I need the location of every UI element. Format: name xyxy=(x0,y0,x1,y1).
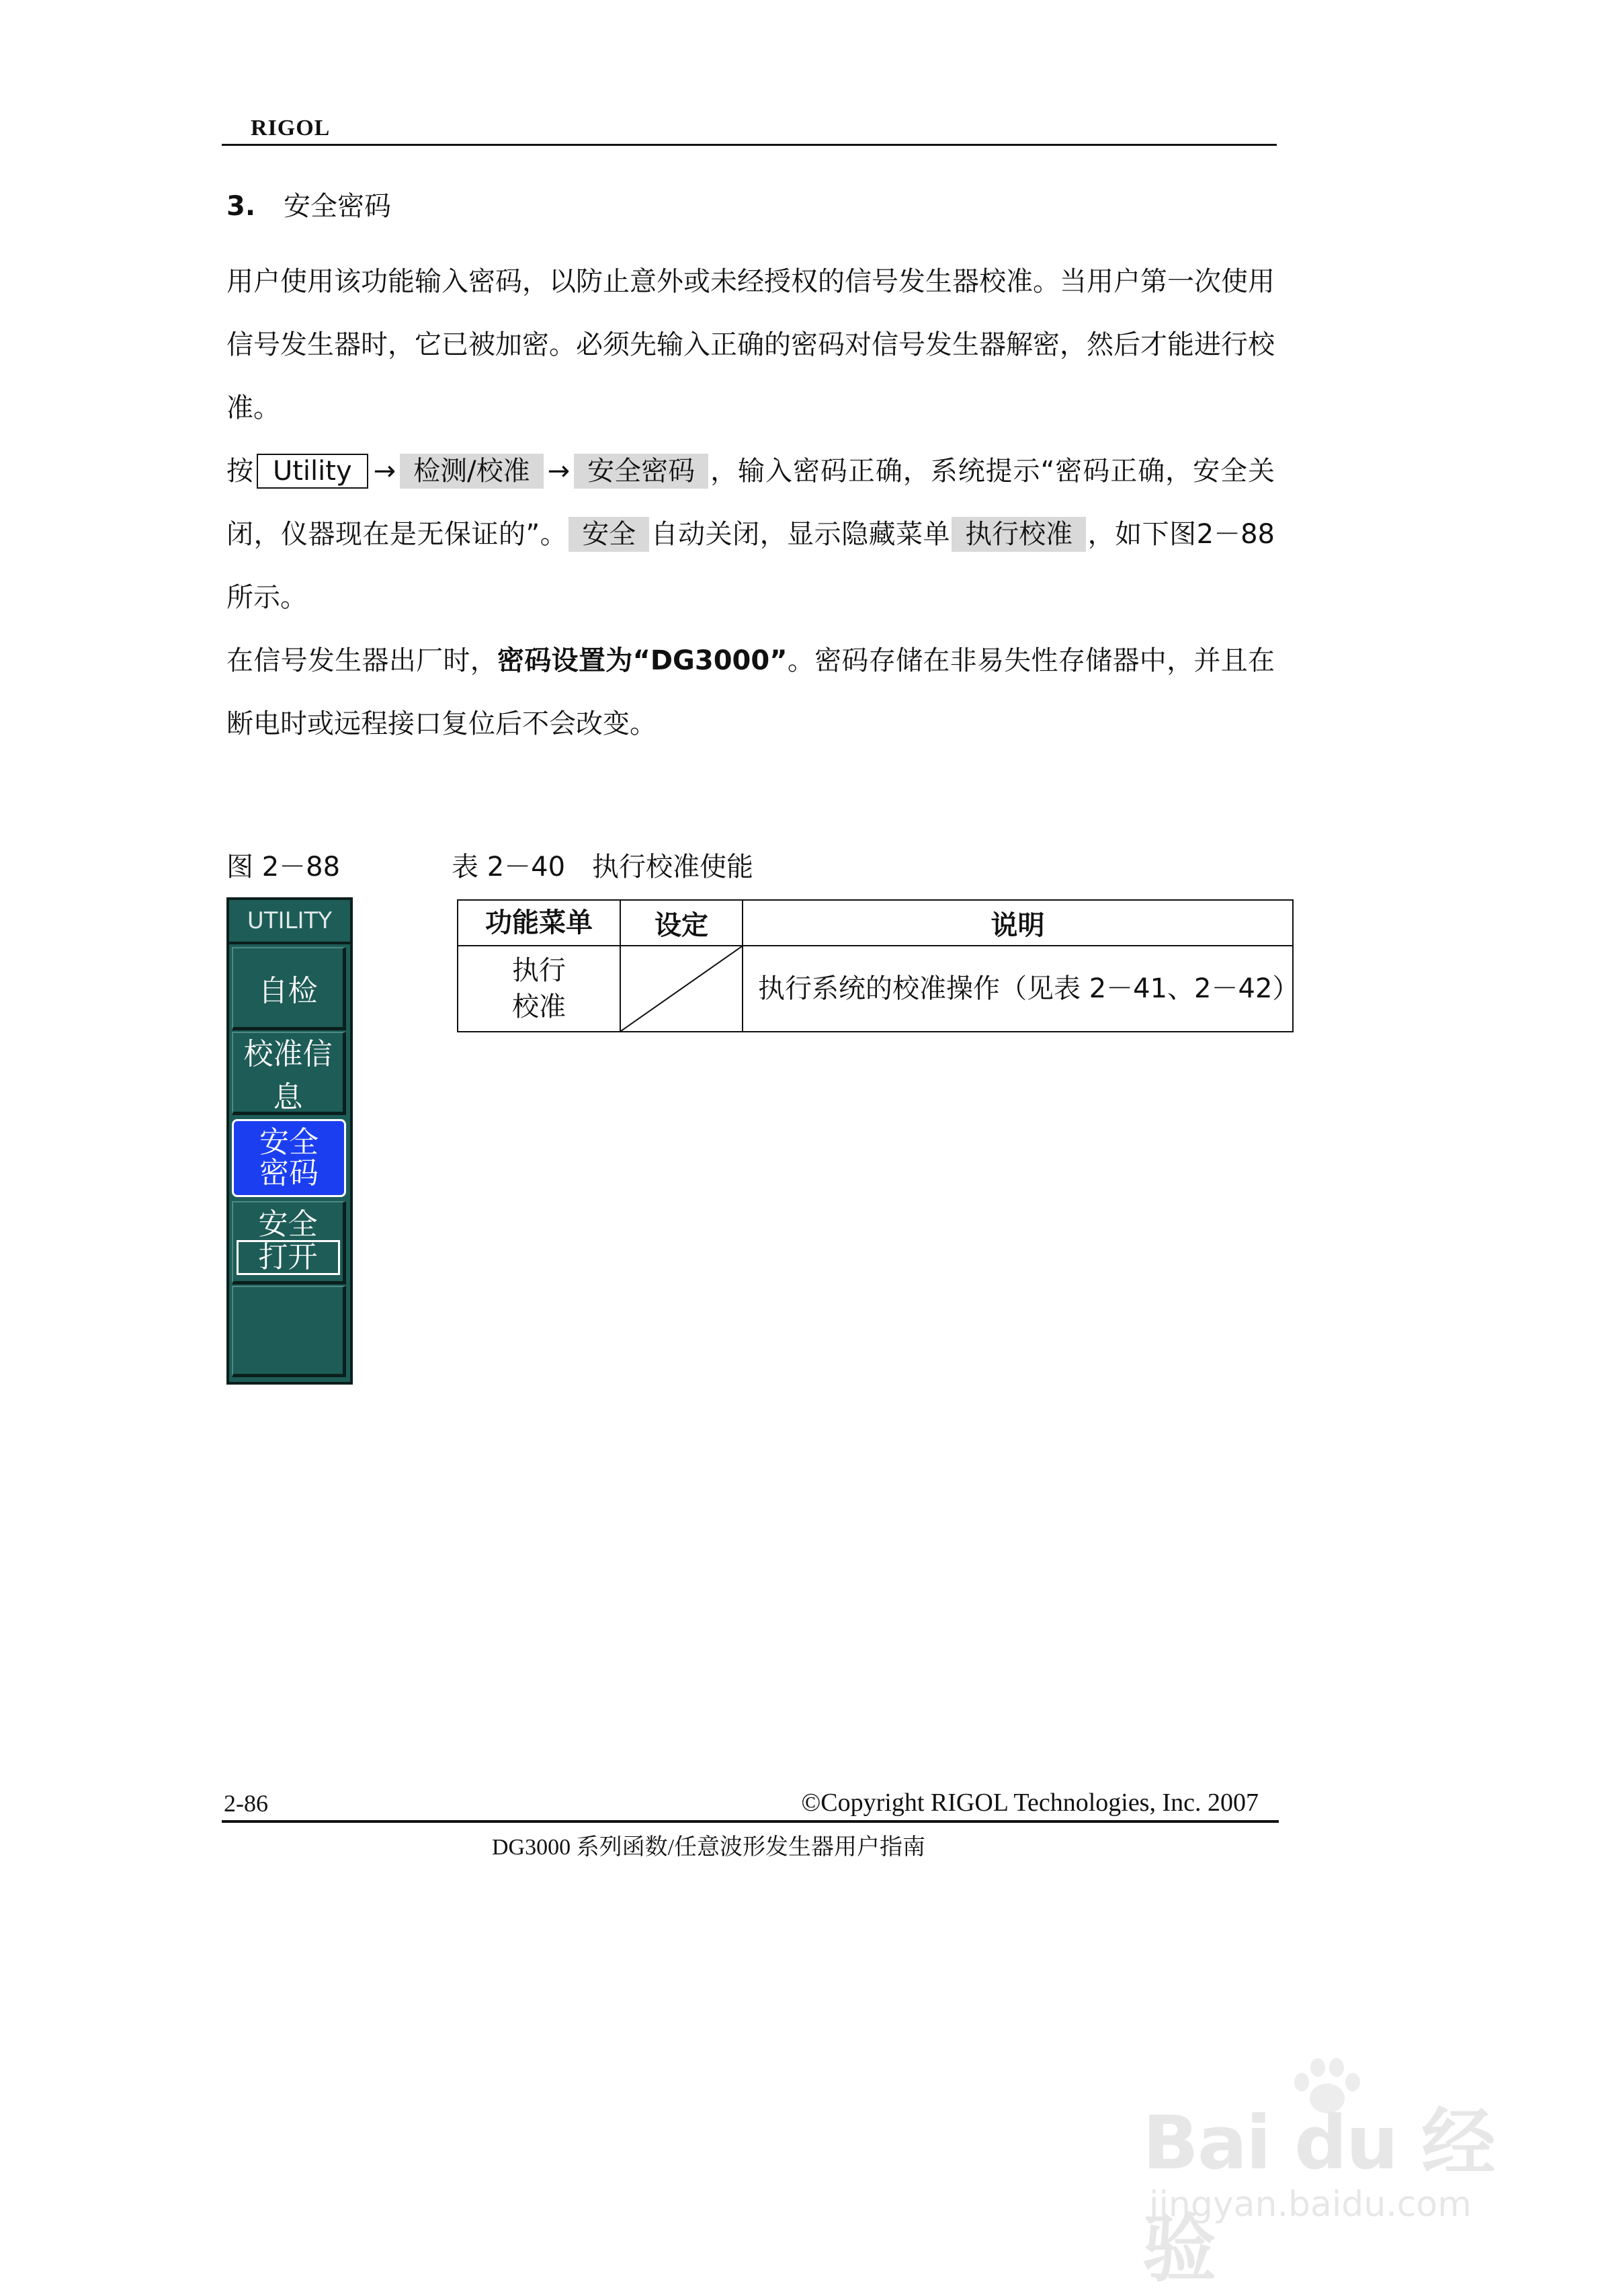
utility-key: Utility xyxy=(257,454,368,489)
arrow-icon: → xyxy=(373,456,396,487)
password-text-2: 。密码存储在非易失性存储器中，并且在断电时或远程接口复位后不会改变。 xyxy=(226,645,1275,739)
table-header-row xyxy=(458,900,1293,946)
function-table xyxy=(457,899,1300,1032)
menu-item-label: 自检 xyxy=(258,973,318,1008)
password-text-1: 在信号发生器出厂时， xyxy=(226,645,498,676)
diagonal-slash-icon xyxy=(621,946,742,1031)
guide-title: DG3000 系列函数/任意波形发生器用户指南 xyxy=(492,1835,926,1860)
menu-security-password: 安全密码 xyxy=(574,454,708,489)
paragraph-intro: 用户使用该功能输入密码，以防止意外或未经授权的信号发生器校准。当用户第一次使用信号发生器时，它已被加密。必须先输入正确的密码对信号发生器解密，然后才能进行校准。 xyxy=(226,266,1275,423)
copyright: ©Copyright RIGOL Technologies, Inc. 2007 xyxy=(801,1789,1259,1817)
table-header: 设定 xyxy=(620,900,743,946)
header-rule xyxy=(222,144,1277,146)
menu-item-empty[interactable] xyxy=(232,1286,346,1377)
menu-item-safe-open[interactable] xyxy=(232,1201,346,1284)
menu-calibration: 检测/校准 xyxy=(400,454,543,489)
paragraph-default-password xyxy=(226,629,1275,755)
menu-item-self-test[interactable] xyxy=(232,947,346,1030)
section-title-text: 安全密码 xyxy=(284,191,392,222)
table-cell-menu xyxy=(458,946,620,1032)
page-number: 2-86 xyxy=(224,1790,268,1817)
procedure-text-3: ，如下图2－88 所示。 xyxy=(226,519,1275,613)
menu-execute-calibration: 执行校准 xyxy=(952,517,1086,552)
paragraph-procedure xyxy=(226,440,1275,629)
watermark-url: jingyan.baidu.com xyxy=(1149,2184,1472,2225)
procedure-text-1: ，输入密码正确，系统提示“密码正确，安全关闭，仪器现在是无保证的”。 xyxy=(226,456,1275,550)
press-text: 按 xyxy=(226,456,254,487)
menu-item-label: 安全 xyxy=(259,1125,319,1159)
menu-item-label: 安全 xyxy=(258,1206,318,1241)
menu-item-security-password[interactable] xyxy=(232,1119,346,1197)
section-title xyxy=(226,185,391,223)
baidu-watermark xyxy=(1142,2057,1519,2292)
watermark-logo: Bai du 经验 xyxy=(1142,2100,1494,2292)
footer-rule xyxy=(222,1820,1279,1823)
table-cell-setting xyxy=(620,946,743,1032)
menu-safe: 安全 xyxy=(569,517,649,552)
menu-item-label: 校准信息 xyxy=(243,1036,333,1114)
password-bold: 密码设置为“DG3000” xyxy=(497,645,788,676)
table-header: 说明 xyxy=(743,900,1293,946)
utility-menu-panel xyxy=(226,897,353,1385)
menu-item-label: 密码 xyxy=(259,1156,319,1190)
menu-name-line: 执行 xyxy=(512,955,566,986)
section-number: 3. xyxy=(226,191,256,222)
menu-item-calibration-info[interactable] xyxy=(232,1032,346,1115)
menu-item-value: 打开 xyxy=(237,1240,340,1275)
table-row xyxy=(458,946,1293,1032)
menu-header: UTILITY xyxy=(229,900,350,944)
figure-caption: 图 2－88 xyxy=(226,852,341,883)
brand-header: RIGOL xyxy=(251,116,331,140)
procedure-text-2: 自动关闭，显示隐藏菜单 xyxy=(650,519,951,550)
menu-name-line: 校准 xyxy=(512,991,566,1022)
table-cell-description: 执行系统的校准操作（见表 2－41、2－42） xyxy=(743,946,1293,1032)
arrow-icon: → xyxy=(547,456,571,487)
table-caption: 表 2－40 执行校准使能 xyxy=(452,852,754,883)
table-header: 功能菜单 xyxy=(458,900,620,946)
